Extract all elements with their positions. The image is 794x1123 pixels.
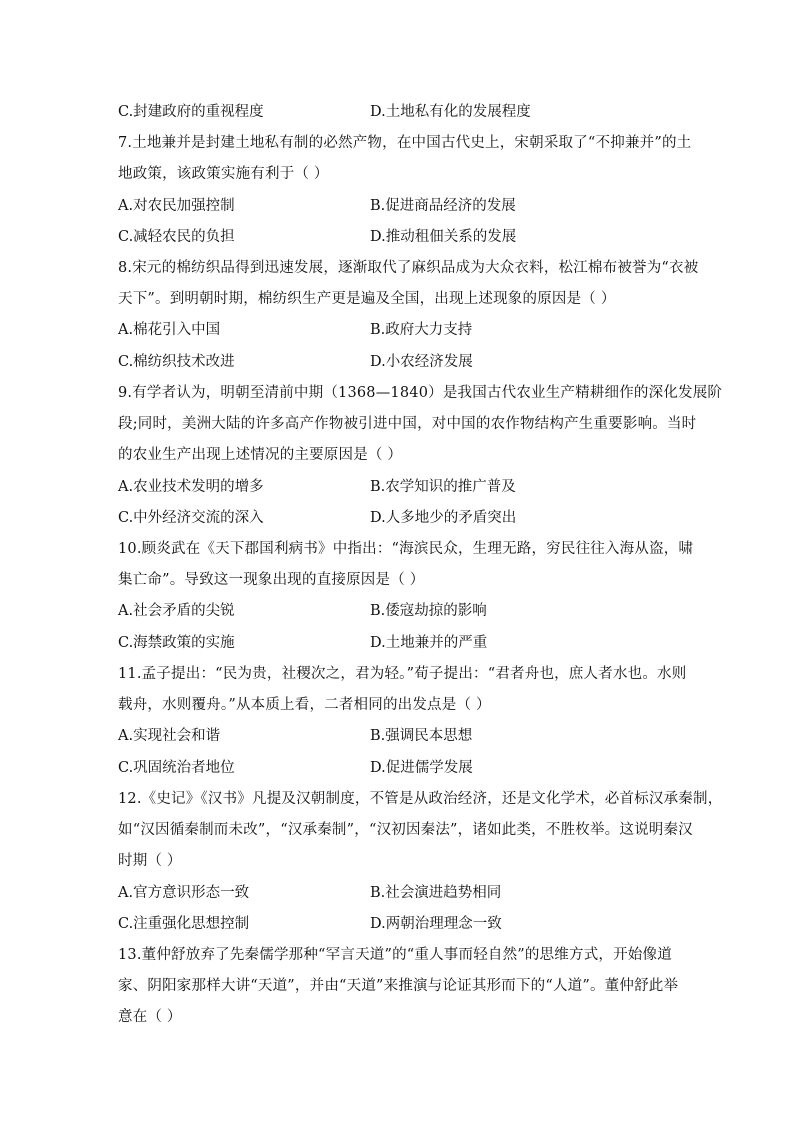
option-7d: D.推动租佃关系的发展 <box>370 229 517 245</box>
option-11d: D.促进儒学发展 <box>370 760 473 776</box>
option-9a: A.农业技术发明的增多 <box>118 479 264 495</box>
question-7-line-2: 地政策，该政策实施有利于（ ） <box>118 166 329 182</box>
option-9b: B.农学知识的推广普及 <box>370 479 516 495</box>
option-6d: D.土地私有化的发展程度 <box>370 104 531 120</box>
option-7c: C.减轻农民的负担 <box>118 229 235 245</box>
option-10b: B.倭寇劫掠的影响 <box>370 603 487 619</box>
question-13-line-2: 家、阴阳家那样大讲“天道”，并由“天道”来推演与论证其形而下的“人道”。董仲舒此举 <box>118 978 679 994</box>
option-10d: D.土地兼并的严重 <box>370 635 488 651</box>
question-11-line-1: 11.孟子提出：“民为贵，社稷次之，君为轻。”荀子提出：“君者舟也，庶人者水也。水则 <box>118 666 687 682</box>
option-8c: C.棉纺织技术改进 <box>118 354 235 370</box>
option-7b: B.促进商品经济的发展 <box>370 198 516 214</box>
option-10c: C.海禁政策的实施 <box>118 635 235 651</box>
option-9d: D.人多地少的矛盾突出 <box>370 510 517 526</box>
question-8-line-2: 天下”。到明朝时期，棉纺织生产更是遍及全国，出现上述现象的原因是（ ） <box>118 291 616 307</box>
question-9-line-1: 9.有学者认为，明朝至清前中期（1368—1840）是我国古代农业生产精耕细作的深化发展阶 <box>118 385 723 401</box>
question-8-line-1: 8.宋元的棉纺织品得到迅速发展，逐渐取代了麻织品成为大众衣料，松江棉布被誉为“衣被 <box>118 260 699 276</box>
question-12-line-2: 如“汉因循秦制而未改”，“汉承秦制”，“汉初因秦法”，诸如此类，不胜枚举。这说明秦汉 <box>118 822 693 838</box>
option-6c: C.封建政府的重视程度 <box>118 104 264 120</box>
option-11c: C.巩固统治者地位 <box>118 760 235 776</box>
option-11a: A.实现社会和谐 <box>118 728 221 744</box>
question-10-line-1: 10.顾炎武在《天下郡国利病书》中指出：“海滨民众，生理无路，穷民往往入海从盗，啸 <box>118 541 694 557</box>
option-12c: C.注重强化思想控制 <box>118 916 250 932</box>
option-8a: A.棉花引入中国 <box>118 322 221 338</box>
question-11-line-2: 载舟，水则覆舟。”从本质上看，二者相同的出发点是（ ） <box>118 697 491 713</box>
option-12a: A.官方意识形态一致 <box>118 885 250 901</box>
question-7-line-1: 7.土地兼并是封建土地私有制的必然产物，在中国古代史上，宋朝采取了“不抑兼并”的土 <box>118 135 692 151</box>
option-11b: B.强调民本思想 <box>370 728 473 744</box>
question-9-line-2: 段;同时，美洲大陆的许多高产作物被引进中国，对中国的农作物结构产生重要影响。当时 <box>118 416 697 432</box>
option-12d: D.两朝治理理念一致 <box>370 916 502 932</box>
option-12b: B.社会演进趋势相同 <box>370 885 502 901</box>
question-9-line-3: 的农业生产出现上述情况的主要原因是（ ） <box>118 447 403 463</box>
option-10a: A.社会矛盾的尖锐 <box>118 603 235 619</box>
option-7a: A.对农民加强控制 <box>118 198 235 214</box>
question-13-line-1: 13.董仲舒放弃了先秦儒学那种“罕言天道”的“重人事而轻自然”的思维方式，开始像道 <box>118 947 672 963</box>
question-12-line-1: 12.《史记》《汉书》凡提及汉朝制度，不管是从政治经济，还是文化学术，必首标汉承秦制， <box>118 791 723 807</box>
option-8b: B.政府大力支持 <box>370 322 473 338</box>
option-8d: D.小农经济发展 <box>370 354 473 370</box>
question-12-line-3: 时期（ ） <box>118 853 182 869</box>
question-10-line-2: 集亡命”。导致这一现象出现的直接原因是（ ） <box>118 572 425 588</box>
option-9c: C.中外经济交流的深入 <box>118 510 264 526</box>
question-13-line-3: 意在（ ） <box>118 1009 182 1025</box>
